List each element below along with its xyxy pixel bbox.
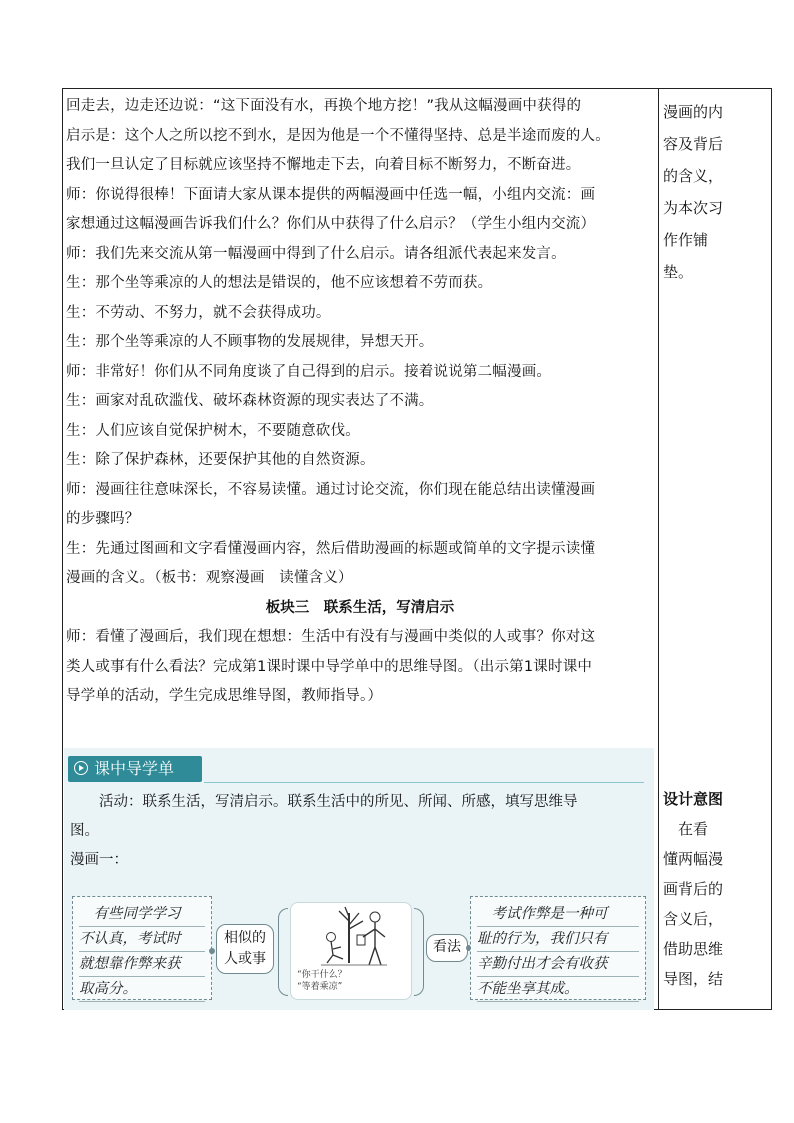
left-brace — [278, 908, 288, 996]
paragraph-line: 师：非常好！你们从不同角度谈了自己得到的启示。接着说说第二幅漫画。 — [66, 363, 552, 380]
side-note-line: 作作铺 — [663, 231, 709, 249]
paragraph-line: 生：除了保护森林，还要保护其他的自然资源。 — [66, 452, 375, 468]
side-note-line: 垫。 — [663, 263, 694, 281]
paragraph-line: 生：那个坐等乘凉的人不顾事物的发展规律，异想天开。 — [66, 334, 434, 350]
paragraph-line: 师：你说得很棒！下面请大家从课本提供的两幅漫画中任选一幅，小组内交流：画 — [66, 186, 596, 203]
paragraph-line: 类人或事有什么看法？完成第1课时课中导学单中的思维导图。（出示第1课时课中 — [66, 658, 593, 675]
paragraph-line: 生：不劳动、不努力，就不会获得成功。 — [66, 304, 331, 321]
connector-dot — [209, 948, 215, 954]
similar-tag-line: 人或事 — [224, 951, 266, 967]
guide-tag — [68, 756, 202, 782]
paragraph-line: 导学单的活动，学生完成思维导图，教师指导。） — [66, 688, 383, 704]
side-note-line: 含义后， — [663, 910, 724, 928]
handwritten-line: 耻的行为，我们只有 — [477, 927, 639, 952]
paragraph-line: 启示是：这个人之所以挖不到水，是因为他是一个不懂得坚持、总是半途而废的人。 — [66, 127, 610, 144]
side-note-line: 导图，结 — [663, 970, 724, 988]
activity-line: 活动：联系生活，写清启示。联系生活中的所见、所闻、所感，填写思维导 — [70, 794, 578, 810]
side-note-line: 为本次习 — [663, 199, 724, 217]
side-note — [663, 96, 767, 288]
similar-tag — [216, 924, 274, 974]
paragraph-line: 漫画的含义。（板书：观察漫画 读懂含义） — [66, 570, 353, 586]
play-icon — [74, 761, 88, 775]
paragraph-line: 师：我们先来交流从第一幅漫画中得到了什么启示。请各组派代表起来发言。 — [66, 245, 566, 262]
paragraph-line: 我们一旦认定了目标就应该坚持不懈地走下去，向着目标不断努力，不断奋进。 — [66, 157, 581, 173]
paragraph-line: 家想通过这幅漫画告诉我们什么？你们从中获得了什么启示？（学生小组内交流） — [66, 216, 596, 232]
opinion-box — [470, 896, 646, 1000]
in-class-guide-sheet — [64, 748, 654, 1010]
paragraph-line: 师：看懂了漫画后，我们现在想想：生活中有没有与漫画中类似的人或事？你对这 — [66, 629, 596, 645]
handwritten-line: 就想靠作弊来获 — [79, 952, 205, 977]
side-note-line: 借助思维 — [663, 940, 724, 958]
paragraph-line: 生：先通过图画和文字看懂漫画内容，然后借助漫画的标题或简单的文字提示读懂 — [66, 540, 596, 557]
caption-line: “等着乘凉” — [297, 982, 343, 992]
side-note-line: 漫画的内 — [663, 103, 724, 121]
handwritten-line: 不认真，考试时 — [79, 927, 205, 952]
side-note-line: 的含义， — [663, 167, 724, 185]
paragraph-line: 的步骤吗？ — [66, 511, 140, 527]
handwritten-line: 有些同学学习 — [79, 902, 205, 927]
paragraph-line: 回走去，边走还边说：“这下面没有水，再换个地方挖！”我从这幅漫画中获得的 — [66, 98, 582, 114]
side-note-line: 画背后的 — [663, 880, 724, 898]
activity-line: 图。 — [70, 823, 99, 839]
paragraph-line: 师：漫画往往意味深长，不容易读懂。通过讨论交流，你们现在能总结出读懂漫画 — [66, 481, 596, 498]
right-brace — [414, 908, 424, 996]
handwritten-line: 取高分。 — [79, 977, 205, 1002]
example-box — [72, 896, 212, 1000]
paragraph-line: 生：人们应该自觉保护树木，不要随意砍伐。 — [66, 422, 360, 439]
guide-text — [70, 788, 646, 875]
guide-tag-label: 课中导学单 — [94, 759, 175, 778]
comic-caption — [297, 969, 347, 993]
caption-line: “你干什么？ — [297, 970, 347, 980]
design-intent-note — [663, 784, 767, 994]
paragraph-line: 生：那个坐等乘凉的人的想法是错误的，他不应该想着不劳而获。 — [66, 275, 493, 291]
similar-tag-line: 相似的 — [224, 930, 266, 946]
lesson-content — [66, 92, 654, 712]
side-note-line: 容及背后 — [663, 135, 724, 153]
column-divider — [658, 88, 659, 1010]
comic-label: 漫画一： — [70, 852, 128, 868]
guide-divider — [204, 782, 644, 783]
handwritten-line: 不能坐享其成。 — [477, 977, 639, 1002]
handwritten-line: 考试作弊是一种可 — [477, 902, 639, 927]
section-title: 板块三 联系生活，写清启示 — [265, 599, 455, 616]
paragraph-line: 生：画家对乱砍滥伐、破坏森林资源的现实表达了不满。 — [66, 393, 434, 409]
handwritten-line: 辛勤付出才会有收获 — [477, 952, 639, 977]
design-intent-heading: 设计意图 — [663, 790, 724, 808]
side-note-line: 懂两幅漫 — [663, 850, 724, 868]
comic-illustration — [290, 902, 412, 1000]
side-note-line: 在看 — [663, 820, 709, 838]
view-tag: 看法 — [426, 934, 468, 962]
